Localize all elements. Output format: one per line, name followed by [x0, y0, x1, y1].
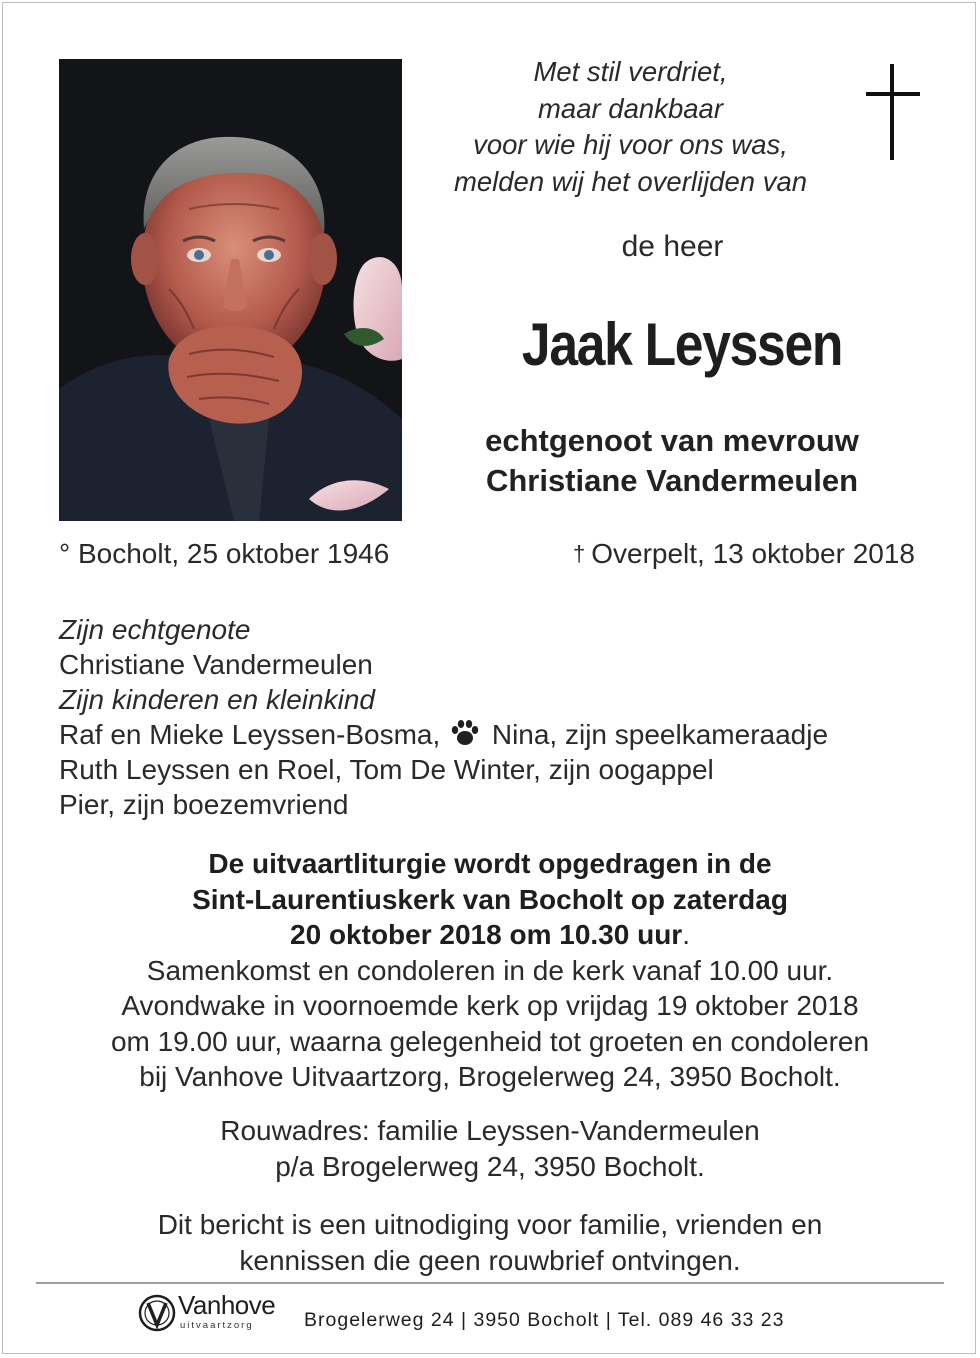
spouse-info: [430, 421, 914, 501]
logo-name: Vanhove: [178, 1290, 276, 1320]
portrait-photo: [59, 59, 402, 521]
ceremony-line: Avondwake in voornoemde kerk op vrijdag 19 oktober 2018: [121, 990, 859, 1021]
role-label: Zijn echtgenote: [59, 614, 251, 645]
cross-icon: [862, 64, 924, 160]
intro-line: maar dankbaar: [538, 92, 723, 124]
intro-text: [408, 54, 853, 200]
mourning-address: [40, 1113, 940, 1184]
invite-line: kennissen die geen rouwbrief ontvingen.: [239, 1244, 741, 1276]
ceremony-line: bij Vanhove Uitvaartzorg, Brogelerweg 24, 3950 Bocholt.: [139, 1061, 841, 1092]
ceremony-line: [40, 846, 940, 882]
logo-subtitle: uitvaartzorg: [180, 1320, 254, 1331]
death-date: Overpelt, 13 oktober 2018: [591, 538, 915, 569]
address-line: p/a Brogelerweg 24, 3950 Bocholt.: [275, 1150, 705, 1182]
footer: [136, 1290, 836, 1340]
portrait-illustration: [59, 59, 402, 521]
divider: [36, 1282, 944, 1284]
ceremony-line: om 19.00 uur, waarna gelegenheid tot groeten en condoleren: [110, 1025, 870, 1057]
invitation-note: [40, 1207, 940, 1278]
role-label: Zijn kinderen en kleinkind: [59, 684, 375, 715]
spouse-line: echtgenoot van mevrouw: [485, 423, 859, 458]
spouse-name: Christiane Vandermeulen: [485, 463, 859, 498]
deceased-name: Jaak Leyssen: [521, 311, 843, 378]
birth-date: ° Bocholt, 25 oktober 1946: [59, 538, 390, 569]
intro-line: Met stil verdriet,: [533, 56, 728, 87]
honorific: de heer: [621, 230, 724, 263]
family-member: Ruth Leyssen en Roel, Tom De Winter, zijn oogappel: [59, 754, 714, 785]
intro-line: voor wie hij voor ons was,: [473, 129, 788, 160]
family-member: Pier, zijn boezemvriend: [59, 789, 349, 820]
ceremony-line: [40, 917, 940, 953]
invite-line: Dit bericht is een uitnodiging voor familie, vrienden en: [157, 1209, 823, 1240]
family-member: [59, 717, 939, 752]
family-member: Christiane Vandermeulen: [59, 649, 373, 680]
intro-line: melden wij het overlijden van: [453, 165, 808, 197]
ceremony-bold: De uitvaartliturgie wordt opgedragen in de: [208, 848, 772, 879]
footer-contact: Brogelerweg 24 | 3950 Bocholt | Tel. 089 46 33 23: [304, 1309, 785, 1331]
vanhove-logo-icon: [136, 1292, 178, 1334]
life-dates: [59, 538, 919, 578]
ceremony-bold: 20 oktober 2018 om 10.30 uur: [290, 919, 683, 950]
ceremony-bold: Sint-Laurentiuskerk van Bocholt op zaterdag: [192, 883, 788, 915]
ceremony-line: Samenkomst en condoleren in de kerk vanaf 10.00 uur.: [146, 954, 834, 986]
dagger-icon: †: [572, 541, 586, 566]
ceremony-line: [40, 882, 940, 918]
family-list: [59, 612, 939, 822]
death-date-block: [573, 538, 915, 570]
family-member-text: Raf en Mieke Leyssen-Bosma,: [59, 719, 441, 750]
paw-icon: [450, 719, 480, 747]
ceremony-punct: .: [682, 919, 690, 950]
address-line: Rouwadres: familie Leyssen-Vandermeulen: [220, 1115, 760, 1146]
family-member-text: Nina, zijn speelkameraadje: [491, 719, 829, 750]
ceremony-info: [40, 846, 940, 1095]
